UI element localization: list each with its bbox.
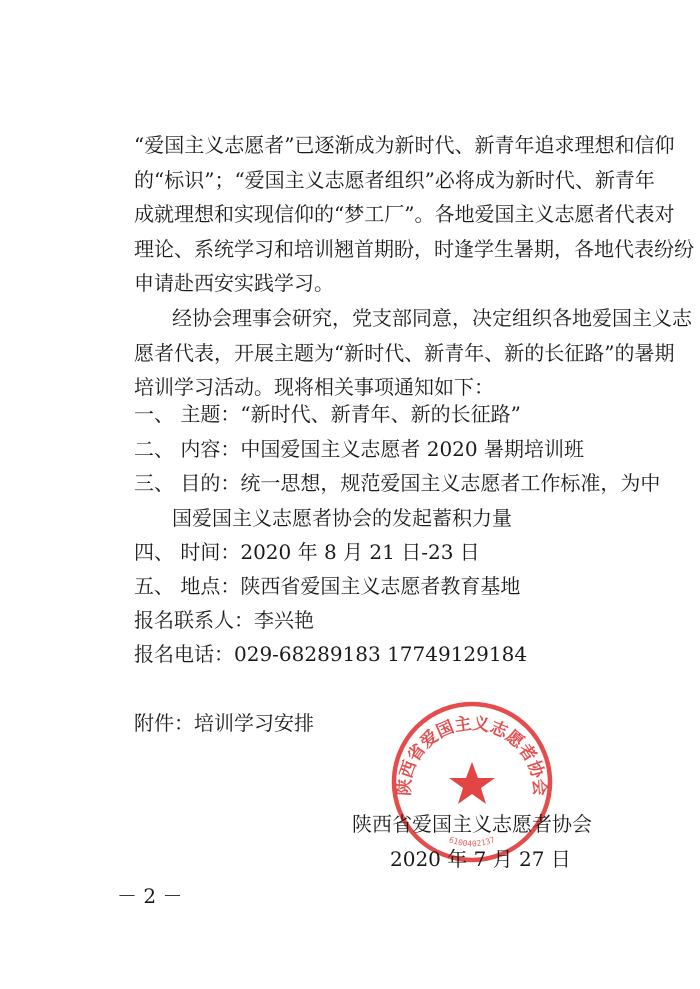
seal-star-icon — [449, 762, 495, 804]
decision-line: 经协会理事会研究，党支部同意，决定组织各地爱国主义志 — [172, 306, 692, 330]
contact-person — [134, 603, 314, 638]
seal-text: 陕西省爱国主义志愿者协会 — [394, 713, 550, 797]
item-purpose-text: 三、 目的：统一思想，规范爱国主义志愿者工作标准，为中 — [134, 471, 661, 495]
item-place-text: 五、 地点：陕西省爱国主义志愿者教育基地 — [134, 574, 521, 598]
intro-line: 的“标识”；“爱国主义志愿者组织”必将成为新时代、新青年 — [134, 167, 655, 192]
item-time — [134, 535, 480, 570]
signature-date: 2020 年 7 月 27 日 — [390, 847, 571, 871]
decision-paragraph — [134, 301, 692, 405]
intro-line: “爱国主义志愿者”已逐渐成为新时代、新青年追求理想和信仰 — [134, 133, 675, 157]
item-content-text: 二、 内容：中国爱国主义志愿者 2020 暑期培训班 — [134, 437, 584, 461]
contact-phone — [134, 637, 527, 672]
attachment — [134, 706, 314, 741]
contact-phone-text: 报名电话：029-68289183 17749129184 — [134, 642, 528, 666]
item-purpose — [134, 466, 660, 535]
item-purpose-text: 国爱国主义志愿者协会的发起蓄积力量 — [172, 505, 512, 530]
item-theme-text: 一、 主题：“新时代、新青年、新的长征路” — [134, 402, 521, 426]
intro-line: 成就理想和实现信仰的“梦工厂”。各地爱国主义志愿者代表对 — [134, 202, 675, 226]
intro-line: 申请赴西安实践学习。 — [134, 271, 334, 295]
seal-number: 6100402137 — [447, 835, 497, 849]
intro-paragraph — [134, 128, 694, 301]
decision-line: 愿者代表，开展主题为“新时代、新青年、新的长征路”的暑期 — [134, 340, 675, 365]
attachment-text: 附件：培训学习安排 — [134, 711, 314, 735]
contact-person-text: 报名联系人：李兴艳 — [134, 608, 314, 632]
official-seal — [390, 700, 554, 864]
decision-line: 培训学习活动。现将相关事项通知如下： — [134, 375, 494, 399]
page-number: － 2 － — [117, 884, 183, 908]
item-content — [134, 432, 584, 467]
intro-line: 理论、系统学习和培训翘首期盼，时逢学生暑期，各地代表纷纷 — [134, 236, 694, 261]
signature-org: 陕西省爱国主义志愿者协会 — [352, 812, 592, 836]
item-time-text: 四、 时间：2020 年 8 月 21 日-23 日 — [134, 540, 480, 564]
item-theme — [134, 397, 521, 432]
item-place — [134, 569, 520, 604]
